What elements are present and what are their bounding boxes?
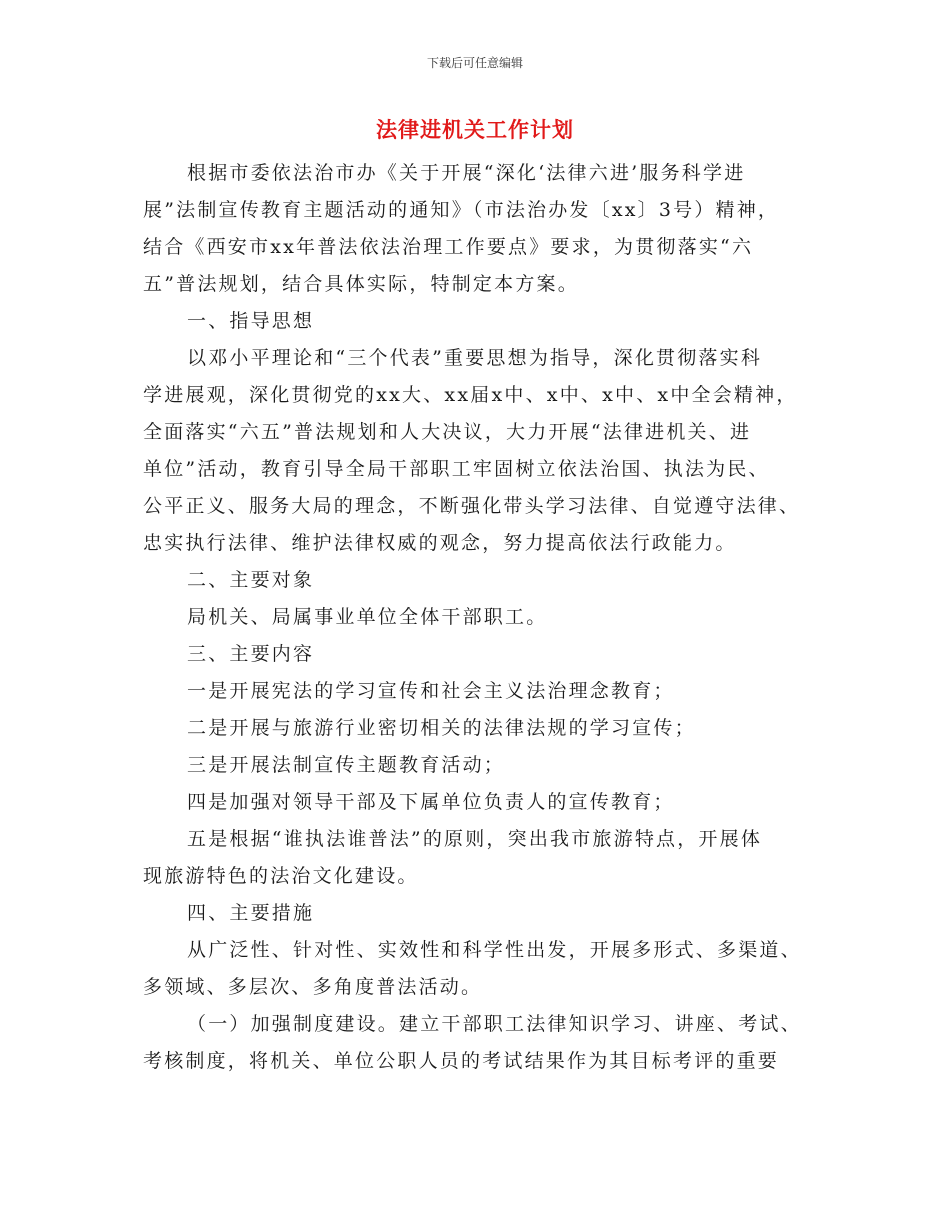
text-line: 五”普法规划，结合具体实际，特制定本方案。	[143, 273, 579, 295]
text-line: 现旅游特色的法治文化建设。	[143, 865, 419, 887]
text-line: 考核制度，将机关、单位公职人员的考试结果作为其目标考评的重要	[143, 1050, 780, 1072]
text-line: 一是开展宪法的学习宣传和社会主义法治理念教育；	[187, 680, 675, 702]
text-line: 四、主要措施	[187, 902, 315, 924]
text-line: 从广泛性、针对性、实效性和科学性出发，开展多形式、多渠道、	[187, 939, 802, 961]
document-body	[143, 155, 823, 1080]
text-line: 公平正义、服务大局的理念，不断强化带头学习法律、自觉遵守法律、	[143, 495, 801, 517]
text-line: 四是加强对领导干部及下属单位负责人的宣传教育；	[187, 791, 675, 813]
text-line: 展”法制宣传教育主题活动的通知》（市法治办发〔xx〕3号）精神，	[143, 199, 780, 221]
document-title: 法律进机关工作计划	[376, 118, 574, 142]
text-line: 结合《西安市xx年普法依法治理工作要点》要求，为贯彻落实“六	[143, 236, 754, 258]
text-line: 学进展观，深化贯彻党的xx大、xx届x中、x中、x中、x中全会精神，	[143, 384, 798, 406]
text-line: 三是开展法制宣传主题教育活动；	[187, 754, 506, 776]
text-line: 三、主要内容	[187, 643, 315, 665]
text-line: 单位”活动，教育引导全局干部职工牢固树立依法治国、执法为民、	[143, 458, 770, 480]
text-line: 以邓小平理论和“三个代表”重要思想为指导，深化贯彻落实科	[187, 347, 763, 369]
text-line: 忠实执行法律、维护法律权威的观念，努力提高依法行政能力。	[143, 532, 737, 554]
text-line: 一、指导思想	[187, 310, 315, 332]
text-line: （一）加强制度建设。建立干部职工法律知识学习、讲座、考试、	[187, 1013, 802, 1035]
text-line: 二、主要对象	[187, 569, 315, 591]
text-line: 二是开展与旅游行业密切相关的法律法规的学习宣传；	[187, 717, 696, 739]
text-line: 根据市委依法治市办《关于开展“深化‘法律六进’服务科学进	[187, 162, 746, 184]
text-line: 五是根据“谁执法谁普法”的原则，突出我市旅游特点，开展体	[187, 828, 763, 850]
text-line: 局机关、局属事业单位全体干部职工。	[187, 606, 548, 628]
text-line: 多领域、多层次、多角度普法活动。	[143, 976, 483, 998]
header-note: 下载后可任意编辑	[426, 56, 523, 70]
text-line: 全面落实“六五”普法规划和人大决议，大力开展“法律进机关、进	[143, 421, 752, 443]
